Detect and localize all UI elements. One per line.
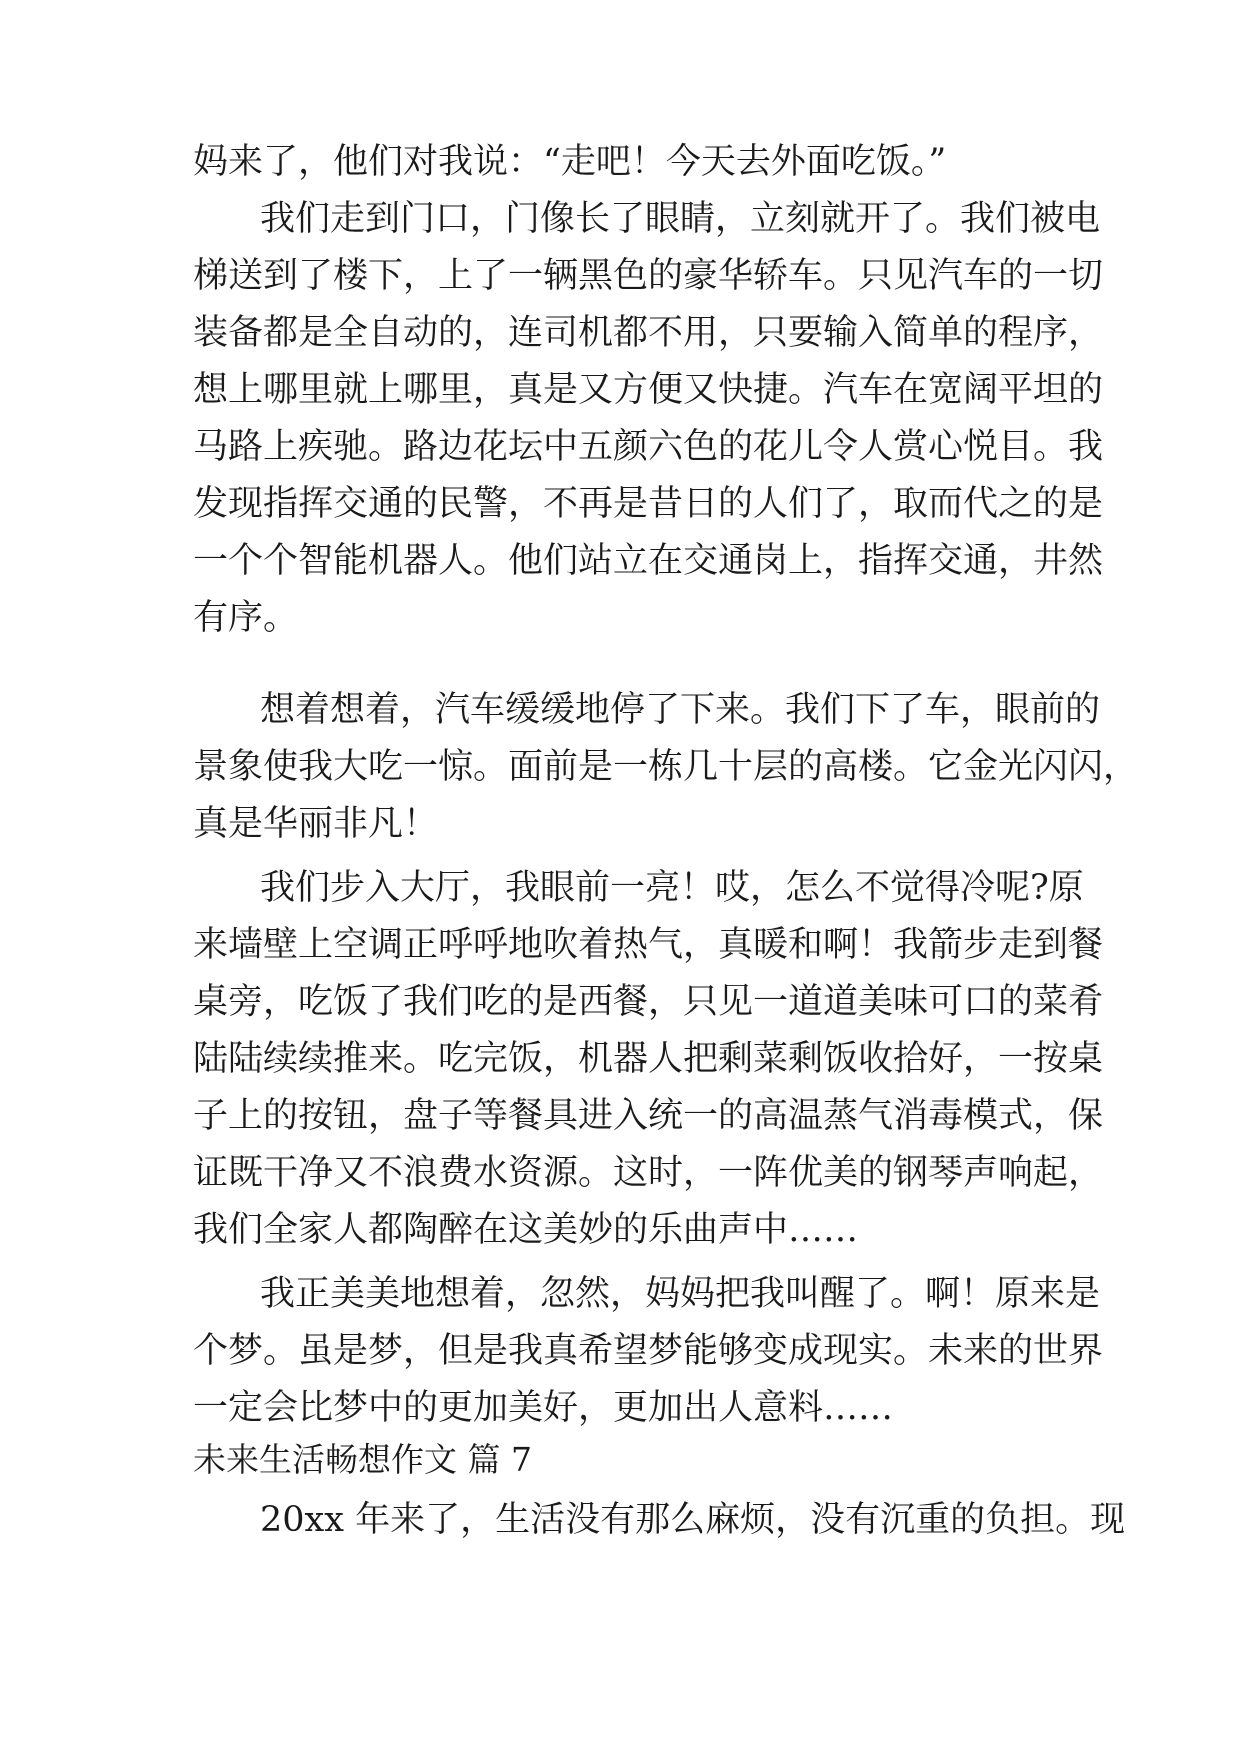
paragraph-4-line-3: 桌旁，吃饭了我们吃的是西餐，只见一道道美味可口的菜肴 [193, 982, 1104, 1022]
paragraph-4-line-6: 证既干净又不浪费水资源。这时，一阵优美的钢琴声响起， [193, 1153, 1104, 1193]
section-heading: 未来生活畅想作文 篇 7 [193, 1440, 532, 1479]
paragraph-2-line-4: 想上哪里就上哪里，真是又方便又快捷。汽车在宽阔平坦的 [193, 370, 1104, 410]
paragraph-5-line-3: 一定会比梦中的更加美好，更加出人意料…… [193, 1388, 894, 1428]
paragraph-4-line-1: 我们步入大厅，我眼前一亮！哎，怎么不觉得冷呢?原 [260, 868, 1084, 908]
paragraph-3-line-2: 景象使我大吃一惊。面前是一栋几十层的高楼。它金光闪闪， [193, 747, 1139, 787]
paragraph-2-line-3: 装备都是全自动的，连司机都不用，只要输入简单的程序， [193, 313, 1104, 353]
paragraph-5-line-2: 个梦。虽是梦，但是我真希望梦能够变成现实。未来的世界 [193, 1331, 1104, 1371]
paragraph-2-line-8: 有序。 [193, 598, 299, 638]
paragraph-4-line-7: 我们全家人都陶醉在这美妙的乐曲声中…… [193, 1210, 859, 1250]
paragraph-4-line-2: 来墙壁上空调正呼呼地吹着热气，真暖和啊！我箭步走到餐 [193, 925, 1104, 965]
final-paragraph-line-1: 20xx 年来了，生活没有那么麻烦，没有沉重的负担。现 [260, 1500, 1126, 1540]
paragraph-3-line-3: 真是华丽非凡！ [193, 804, 439, 844]
paragraph-3-line-1: 想着想着，汽车缓缓地停了下来。我们下了车，眼前的 [260, 690, 1101, 730]
paragraph-2-line-7: 一个个智能机器人。他们站立在交通岗上，指挥交通，井然 [193, 541, 1104, 581]
paragraph-1-line-1: 妈来了，他们对我说：“走吧！今天去外面吃饭。” [193, 142, 947, 182]
paragraph-2-line-6: 发现指挥交通的民警，不再是昔日的人们了，取而代之的是 [193, 484, 1104, 524]
paragraph-2-line-5: 马路上疾驰。路边花坛中五颜六色的花儿令人赏心悦目。我 [193, 427, 1104, 467]
paragraph-4-line-4: 陆陆续续推来。吃完饭，机器人把剩菜剩饭收拾好，一按桌 [193, 1039, 1104, 1079]
paragraph-2-line-2: 梯送到了楼下，上了一辆黑色的豪华轿车。只见汽车的一切 [193, 256, 1104, 296]
paragraph-4-line-5: 子上的按钮，盘子等餐具进入统一的高温蒸气消毒模式，保 [193, 1096, 1104, 1136]
paragraph-2-line-1: 我们走到门口，门像长了眼睛，立刻就开了。我们被电 [260, 199, 1101, 239]
paragraph-5-line-1: 我正美美地想着，忽然，妈妈把我叫醒了。啊！原来是 [260, 1274, 1101, 1314]
